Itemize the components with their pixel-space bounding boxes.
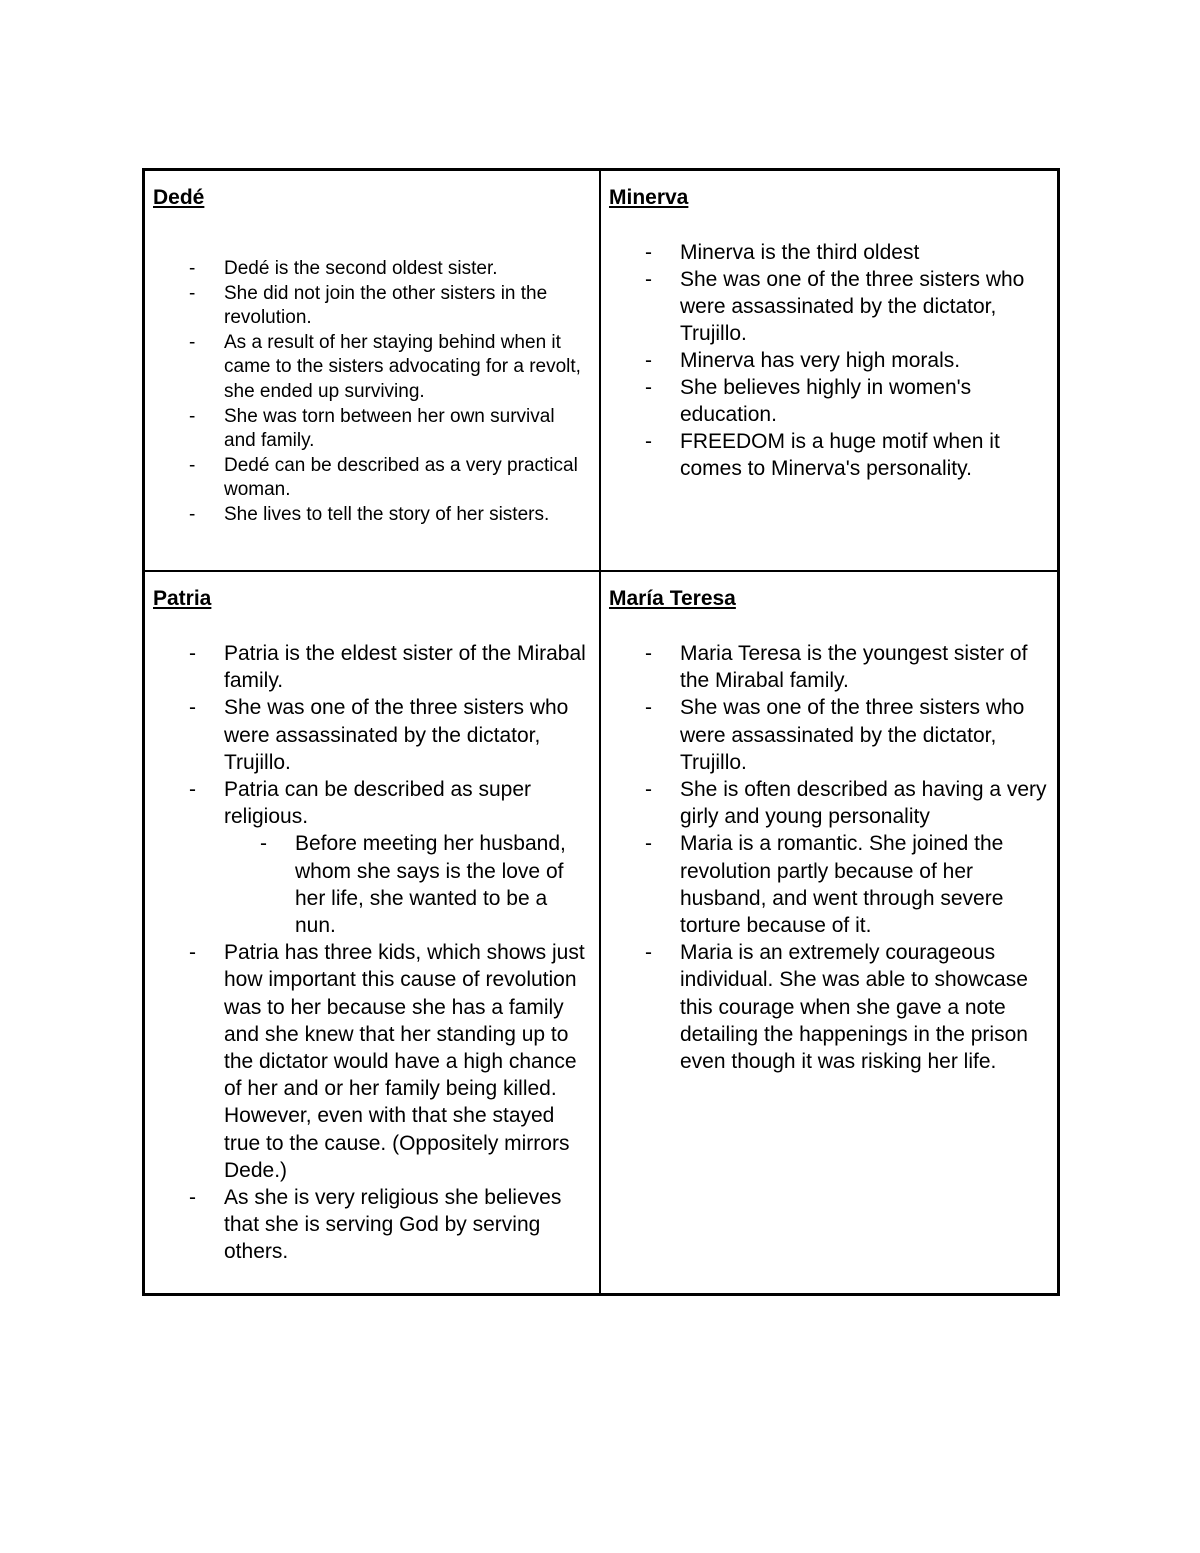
patria-heading: Patria	[153, 587, 212, 610]
maria-teresa-cell	[601, 572, 1057, 1293]
list-item: - FREEDOM is a huge motif when it comes to Minerva's personality.	[609, 428, 1049, 482]
list-item: - She was torn between her own survival and family.	[153, 405, 591, 454]
minerva-heading: Minerva	[609, 186, 689, 209]
list-item: - Patria is the eldest sister of the Mirabal family.	[153, 640, 591, 694]
list-item: - She is often described as having a very girly and young personality	[609, 776, 1049, 830]
patria-cell	[145, 572, 601, 1293]
character-table	[142, 168, 1060, 1296]
list-item: - Minerva is the third oldest	[609, 239, 1049, 266]
maria-teresa-list	[609, 640, 1049, 1075]
patria-sub-list	[153, 830, 591, 939]
minerva-cell	[601, 171, 1057, 572]
list-item: - She was one of the three sisters who were assassinated by the dictator, Trujillo.	[609, 694, 1049, 776]
maria-teresa-heading: María Teresa	[609, 587, 736, 610]
list-item: - As she is very religious she believes that she is serving God by serving others.	[153, 1184, 591, 1266]
list-item: - She believes highly in women's education.	[609, 374, 1049, 428]
list-item: - Dedé can be described as a very practical woman.	[153, 454, 591, 503]
list-item: - Maria is an extremely courageous individual. She was able to showcase this courage when she gave a note detailing the happenings in the prison even though it was risking her life.	[609, 939, 1049, 1075]
list-item-text: Patria can be described as super religious.	[224, 778, 532, 829]
patria-list	[153, 640, 591, 1266]
list-item: - She did not join the other sisters in the revolution.	[153, 282, 591, 331]
sub-list-item: - Before meeting her husband, whom she says is the love of her life, she wanted to be a nun.	[224, 830, 591, 939]
list-item: - Minerva has very high morals.	[609, 347, 1049, 374]
list-item: - She was one of the three sisters who were assassinated by the dictator, Trujillo.	[609, 266, 1049, 347]
dede-list	[153, 257, 591, 528]
list-item: - Dedé is the second oldest sister.	[153, 257, 591, 282]
list-item: - Maria is a romantic. She joined the revolution partly because of her husband, and went through severe torture because of it.	[609, 830, 1049, 939]
dede-cell	[145, 171, 601, 572]
list-item: - Patria has three kids, which shows just how important this cause of revolution was to her because she has a family and she knew that her standing up to the dictator would have a high chance of her and or her family being killed. However, even with that she stayed true to the cause. (Oppositely mirrors Dede.)	[153, 939, 591, 1184]
dede-heading: Dedé	[153, 186, 205, 209]
list-item: - She was one of the three sisters who were assassinated by the dictator, Trujillo.	[153, 694, 591, 776]
list-item: - As a result of her staying behind when it came to the sisters advocating for a revolt, she ended up surviving.	[153, 331, 591, 405]
list-item: - She lives to tell the story of her sisters.	[153, 503, 591, 528]
minerva-list	[609, 239, 1049, 482]
list-item	[153, 776, 591, 939]
list-item: - Maria Teresa is the youngest sister of the Mirabal family.	[609, 640, 1049, 694]
